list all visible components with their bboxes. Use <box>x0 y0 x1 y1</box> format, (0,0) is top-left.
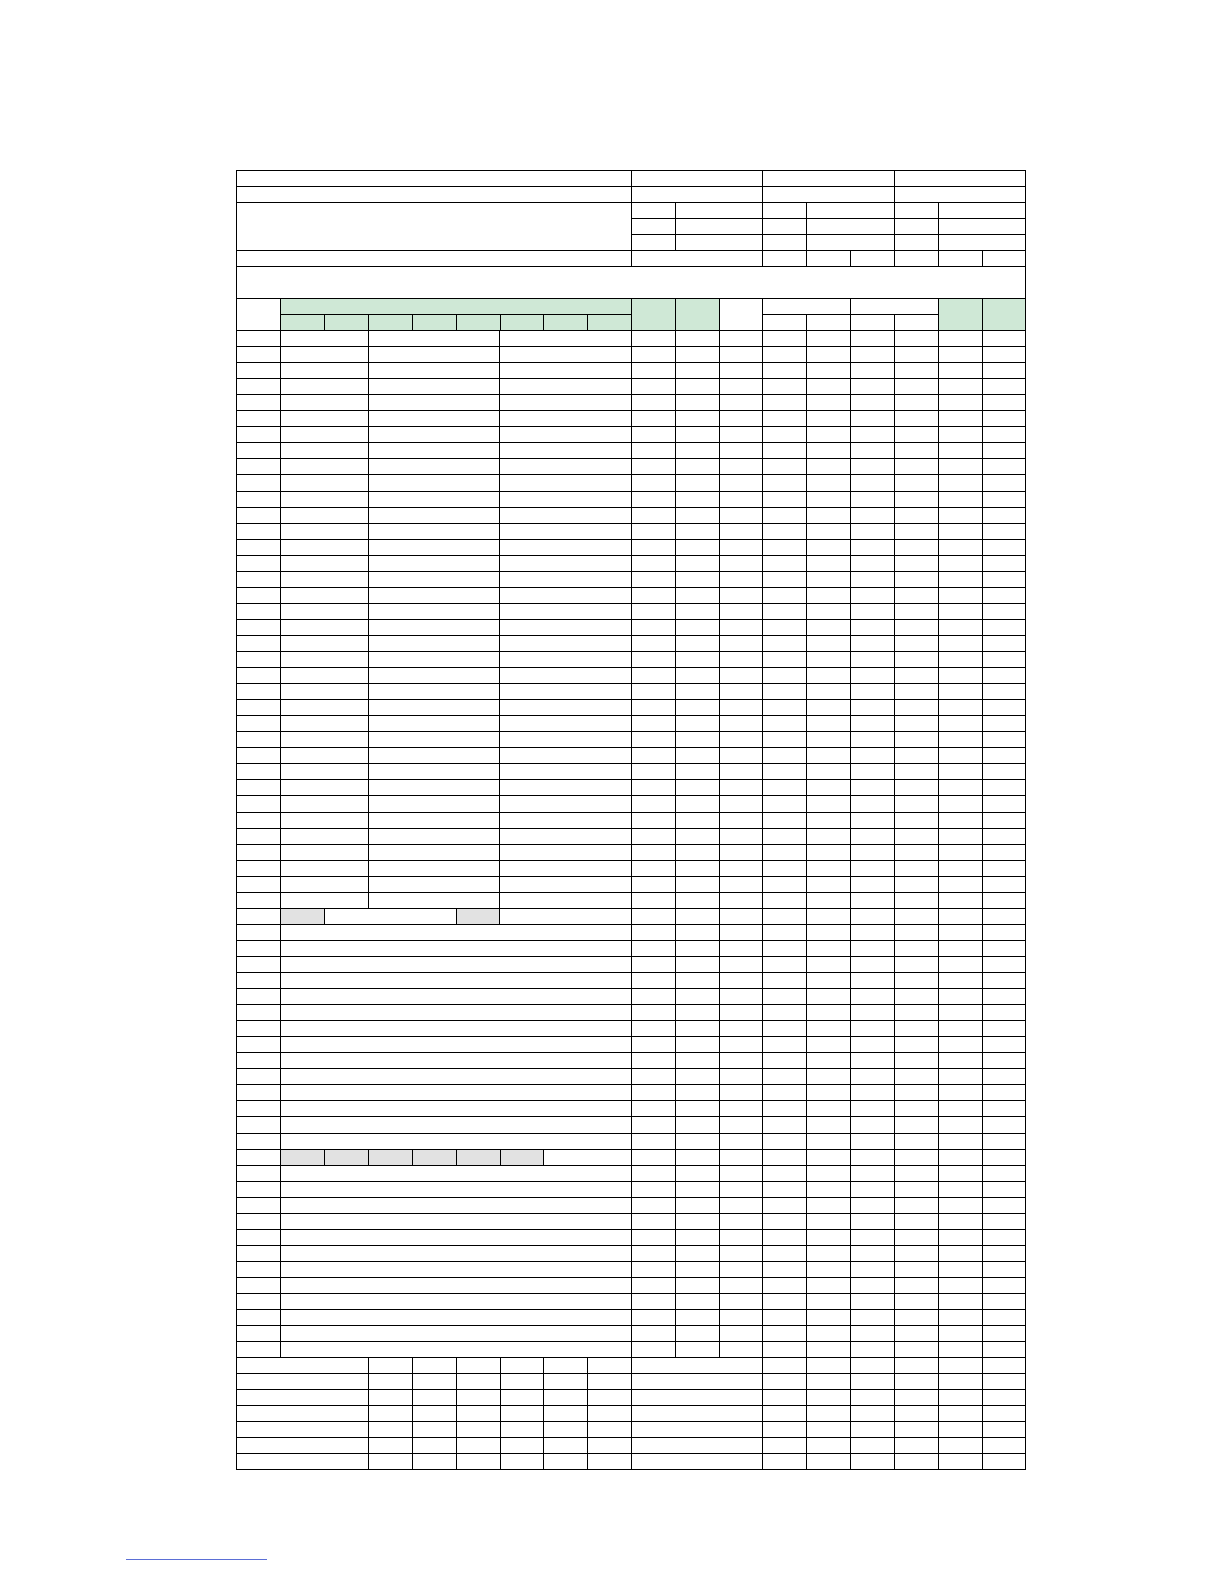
shaded-cell <box>500 1150 543 1166</box>
shaded-cell <box>280 909 324 925</box>
shaded-cell <box>456 1150 500 1166</box>
shaded-cell <box>280 1150 324 1166</box>
header-cell-shaded <box>280 298 631 314</box>
header-subcell-shaded <box>280 314 631 330</box>
shaded-cell <box>368 1150 412 1166</box>
shaded-cell <box>412 1150 456 1166</box>
header-cell-shaded <box>938 298 1025 330</box>
shaded-cell <box>456 909 499 925</box>
shaded-cell <box>324 1150 368 1166</box>
footnote-rule <box>126 1559 267 1560</box>
